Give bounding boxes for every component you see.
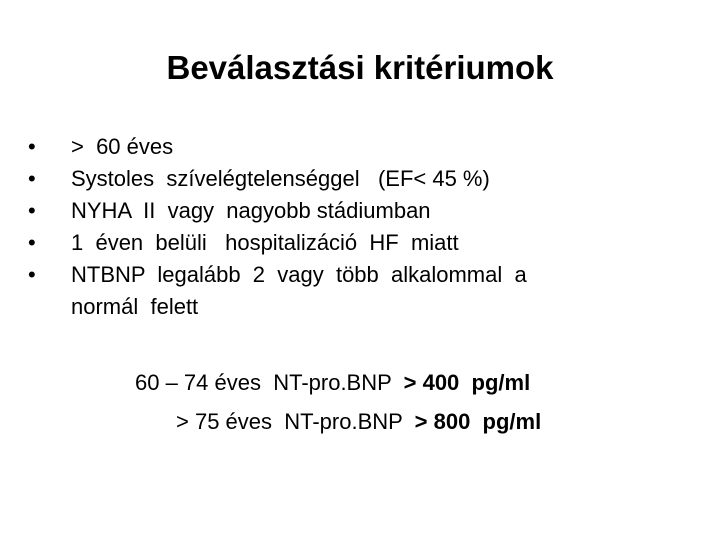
bullet-dot-icon: • (28, 262, 36, 287)
bullet-dot-icon: • (28, 230, 36, 255)
bullet-item-systolic (28, 163, 688, 195)
bullet-text-line1: NTBNP legalább 2 vagy több alkalommal a (71, 262, 527, 287)
bullet-dot-icon: • (28, 166, 36, 191)
bullet-item-ntbnp (28, 259, 688, 323)
bullet-item-age (28, 131, 688, 163)
threshold-label: 60 – 74 éves NT-pro.BNP (135, 370, 404, 395)
slide-title: Beválasztási kritériumok (166, 49, 554, 86)
threshold-value: > 800 pg/ml (414, 409, 542, 434)
threshold-value: > 400 pg/ml (403, 370, 531, 395)
threshold-label: > 75 éves NT-pro.BNP (176, 409, 415, 434)
bullet-text: Systoles szívelégtelenséggel (EF< 45 %) (71, 166, 490, 191)
bullet-dot-icon: • (28, 198, 36, 223)
bullet-text: NYHA II vagy nagyobb stádiumban (71, 198, 431, 223)
bullet-text: 1 éven belüli hospitalizáció HF miatt (71, 230, 459, 255)
bullet-item-hospitalization (28, 227, 688, 259)
bullet-text-line2: normál felett (71, 294, 199, 319)
threshold-line-60-74 (135, 367, 530, 399)
bullet-dot-icon: • (28, 134, 36, 159)
bullet-text: > 60 éves (71, 134, 174, 159)
bullet-list (28, 131, 688, 323)
bullet-item-nyha (28, 195, 688, 227)
threshold-line-75 (176, 406, 541, 438)
